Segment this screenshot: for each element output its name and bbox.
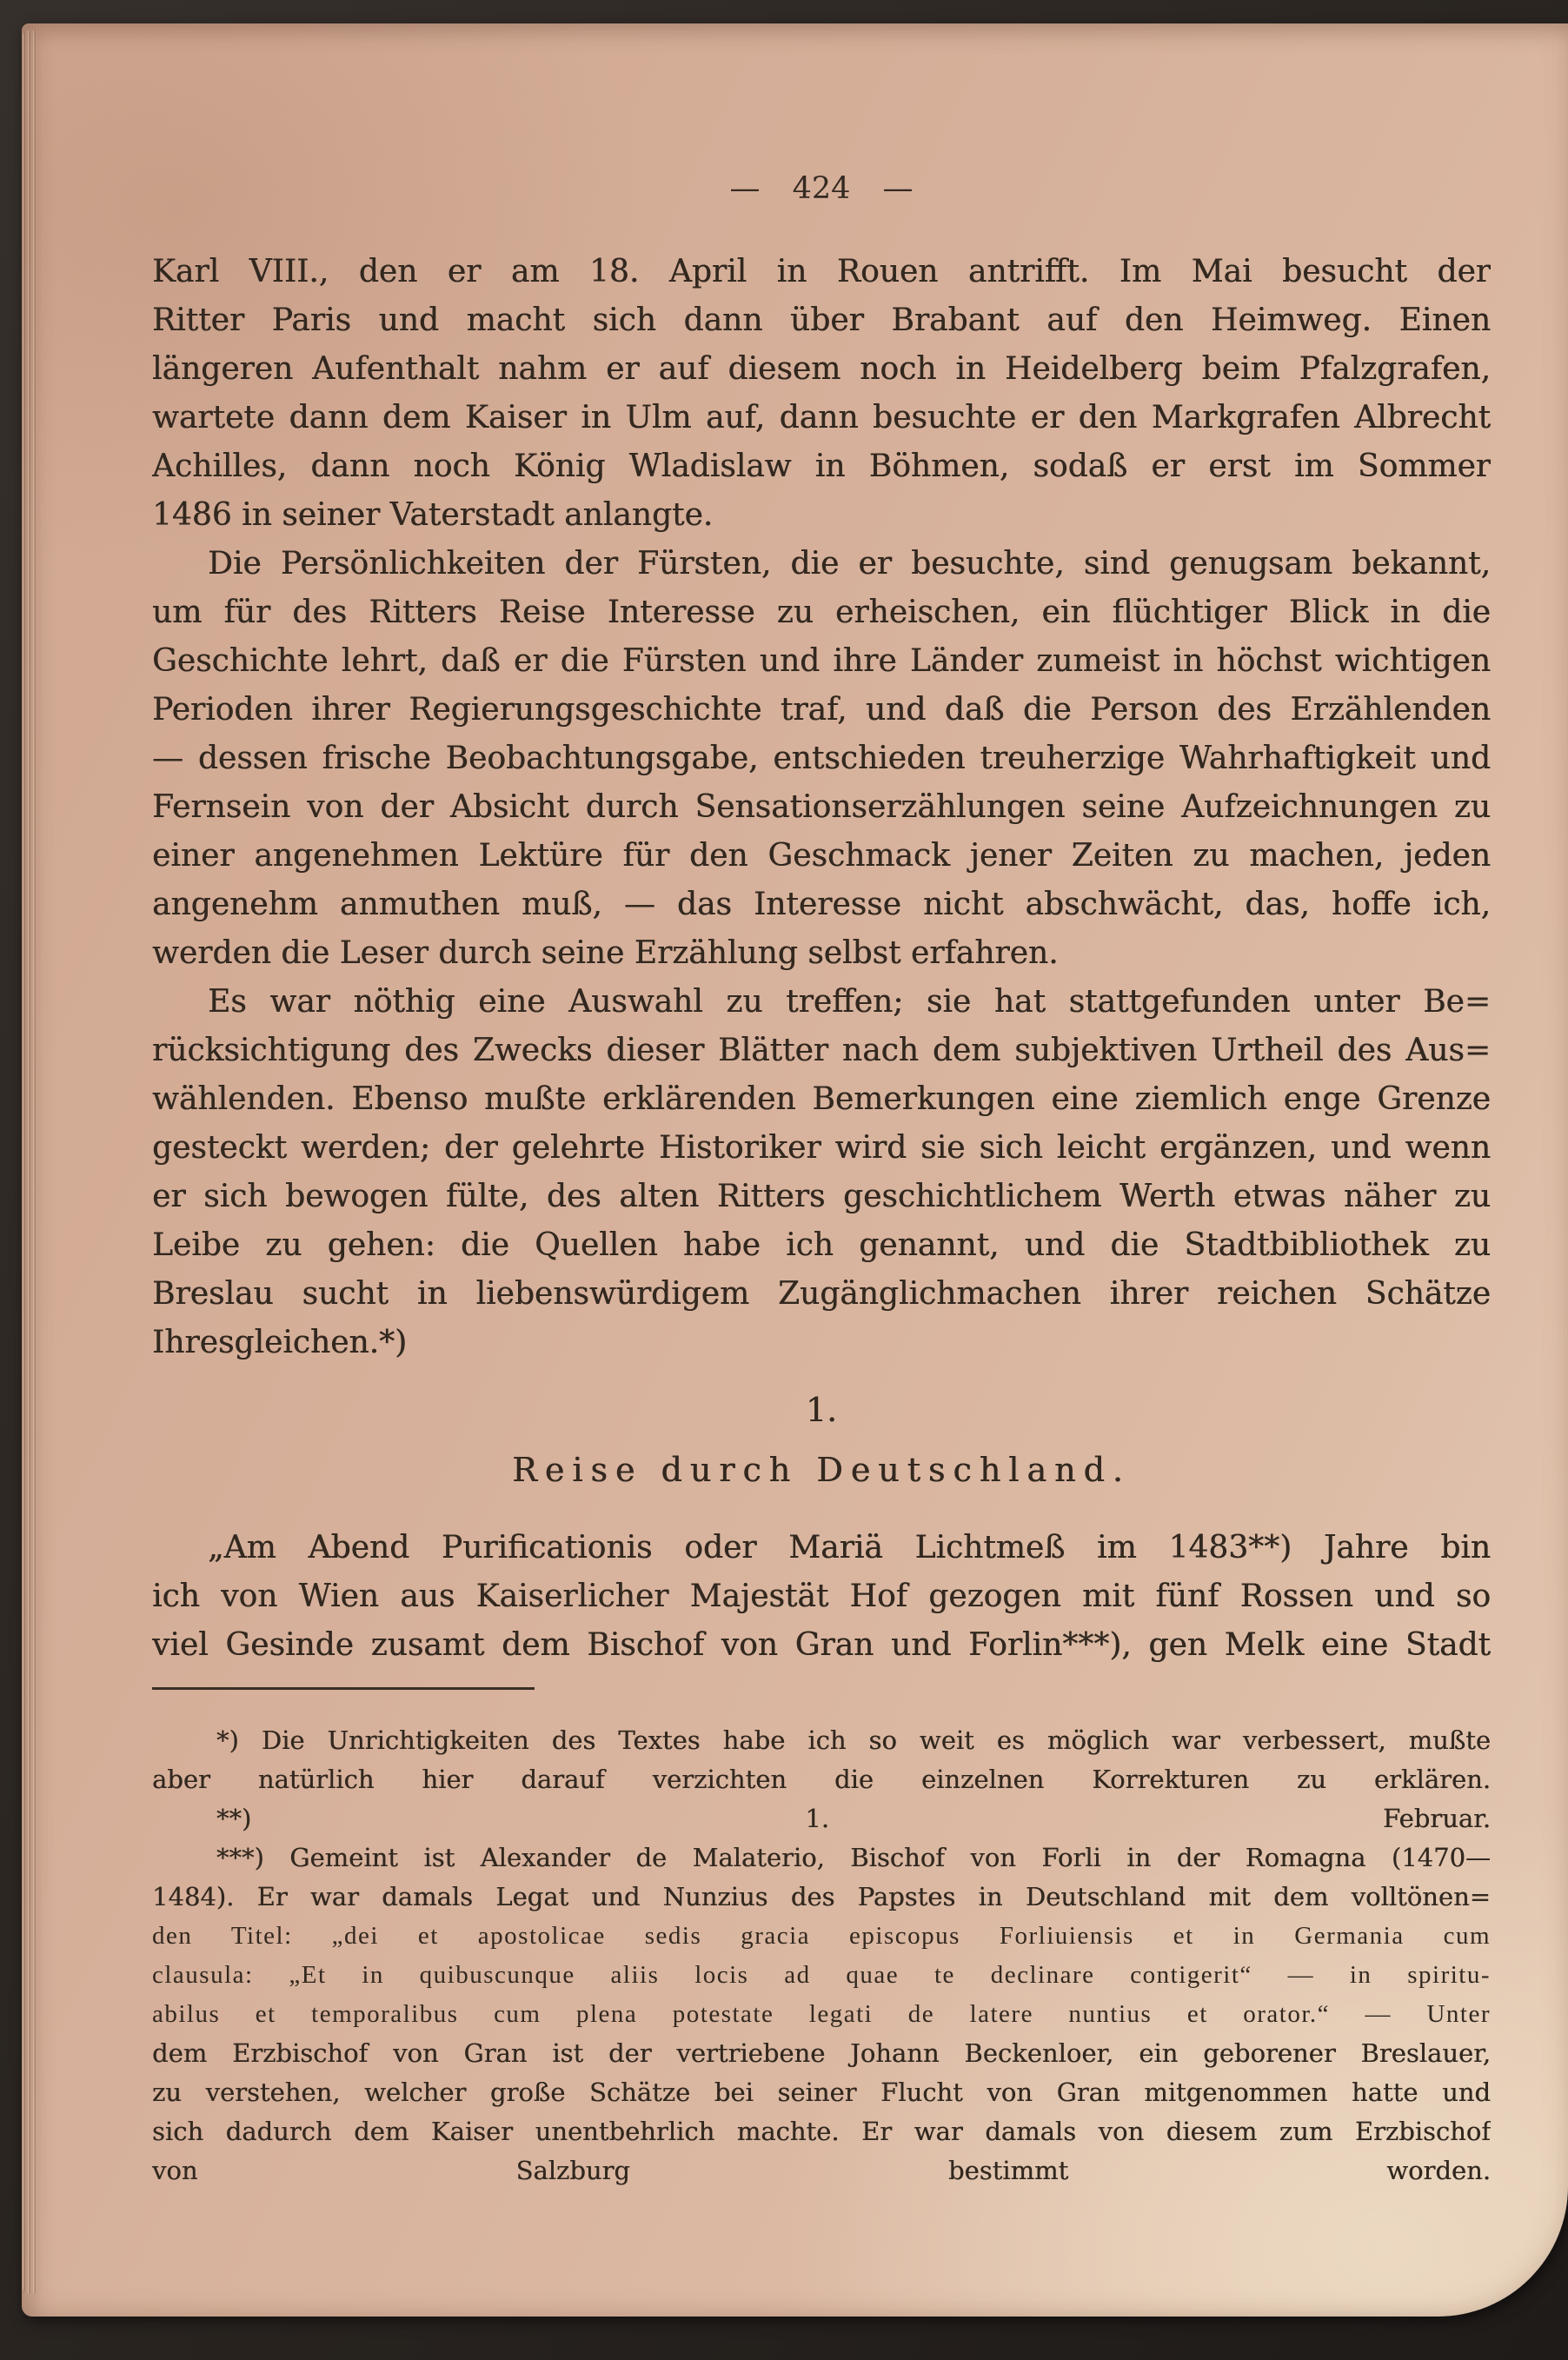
section-title: Reise durch Deutschland.: [512, 1451, 1131, 1489]
text-line: Karl VIII., den er am 18. April in Rouen antrifft. Im Mai besucht der: [152, 254, 1491, 289]
text-line: den Titel: „dei et apostolicae sedis gracia episcopus Forliuiensis et in Germania cum: [152, 1922, 1491, 1950]
text-line: Ihresgleichen.*): [152, 1325, 408, 1360]
text-line: zu verstehen, welcher große Schätze bei seiner Flucht von Gran mitgenommen hatte und: [152, 2077, 1491, 2107]
text-line: — dessen frische Beobachtungsgabe, entschieden treuherzige Wahrhaftigkeit und: [152, 741, 1491, 776]
paragraph-reisebeginn: [152, 1524, 1491, 1670]
text-line: Es war nöthig eine Auswahl zu treffen; sie hat stattgefunden unter Be=: [208, 984, 1491, 1020]
footnote-3: [152, 1838, 1491, 2190]
paragraph-karl-viii: [152, 248, 1491, 540]
text-line: angenehm anmuthen muß, — das Interesse nicht abschwächt, das, hoffe ich,: [152, 887, 1491, 922]
text-line: rücksichtigung des Zwecks dieser Blätter nach dem subjektiven Urtheil des Aus=: [152, 1033, 1491, 1068]
text-line: 1486 in seiner Vaterstadt anlangte.: [152, 497, 714, 533]
book-page: [22, 23, 1568, 2317]
text-line: *) Die Unrichtigkeiten des Textes habe ich so weit es möglich war verbessert, mußte: [216, 1725, 1491, 1755]
text-line: aber natürlich hier darauf verzichten die einzelnen Korrekturen zu erklären.: [152, 1765, 1491, 1794]
text-line: längeren Aufenthalt nahm er auf diesem noch in Heidelberg beim Pfalzgrafen,: [152, 351, 1491, 387]
footnote-1: [152, 1721, 1491, 1799]
text-line: clausula: „Et in quibuscunque aliis locis ad quae te declinare contigerit“ — in spiritu-: [152, 1961, 1491, 1989]
text-line: Leibe zu gehen: die Quellen habe ich genannt, und die Stadtbibliothek zu: [152, 1227, 1491, 1263]
text-line: ***) Gemeint ist Alexander de Malaterio, Bischof von Forli in der Romagna (1470—: [216, 1843, 1491, 1872]
text-line: viel Gesinde zusamt dem Bischof von Gran und Forlin***), gen Melk eine Stadt: [152, 1627, 1491, 1663]
text-line: um für des Ritters Reise Interesse zu erheischen, ein flüchtiger Blick in die: [152, 595, 1491, 630]
text-line: wartete dann dem Kaiser in Ulm auf, dann besuchte er den Markgrafen Albrecht: [152, 400, 1491, 435]
text-line: Achilles, dann noch König Wladislaw in Böhmen, sodaß er erst im Sommer: [152, 449, 1491, 484]
paragraph-persoenlichkeiten: [152, 540, 1491, 978]
text-line: Geschichte lehrt, daß er die Fürsten und ihre Länder zumeist in höchst wichtigen: [152, 643, 1491, 679]
page-edge-stack: [23, 30, 37, 2294]
footnote-2: [152, 1799, 1491, 1838]
text-line: **) 1. Februar.: [216, 1804, 1491, 1833]
text-line: 1484). Er war damals Legat und Nunzius des Papstes in Deutschland mit dem volltönen=: [152, 1882, 1491, 1911]
text-line: abilus et temporalibus cum plena potestate legati de latere nuntius et orator.“ — Unter: [152, 2000, 1491, 2028]
footnote-separator: [152, 1687, 535, 1690]
text-line: dem Erzbischof von Gran ist der vertriebene Johann Beckenloer, ein geborener Breslauer,: [152, 2038, 1491, 2068]
page-number-header: — 424 —: [729, 171, 914, 206]
text-line: gesteckt werden; der gelehrte Historiker wird sie sich leicht ergänzen, und wenn: [152, 1130, 1491, 1166]
text-line: werden die Leser durch seine Erzählung selbst erfahren.: [152, 935, 1059, 971]
page-body: [152, 248, 1491, 2190]
text-line: einer angenehmen Lektüre für den Geschmack jener Zeiten zu machen, jeden: [152, 838, 1491, 874]
text-line: er sich bewogen fülte, des alten Ritters geschichtlichem Werth etwas näher zu: [152, 1179, 1491, 1214]
text-line: „Am Abend Purificationis oder Mariä Lichtmeß im 1483**) Jahre bin: [208, 1530, 1491, 1566]
text-line: Perioden ihrer Regierungsgeschichte traf, und daß die Person des Erzählenden: [152, 692, 1491, 728]
paragraph-auswahl: [152, 978, 1491, 1367]
text-line: Breslau sucht in liebenswürdigem Zugänglichmachen ihrer reichen Schätze: [152, 1276, 1491, 1312]
text-line: Fernsein von der Absicht durch Sensationserzählungen seine Aufzeichnungen zu: [152, 789, 1491, 825]
text-line: sich dadurch dem Kaiser unentbehrlich machte. Er war damals von diesem zum Erzbischof: [152, 2117, 1491, 2146]
section-number: 1.: [805, 1391, 838, 1429]
text-line: wählenden. Ebenso mußte erklärenden Bemerkungen eine ziemlich enge Grenze: [152, 1081, 1491, 1117]
text-line: Ritter Paris und macht sich dann über Brabant auf den Heimweg. Einen: [152, 302, 1491, 338]
page-content: [152, 170, 1491, 2190]
text-line: Die Persönlichkeiten der Fürsten, die er besuchte, sind genugsam bekannt,: [208, 546, 1491, 582]
text-line: ich von Wien aus Kaiserlicher Majestät Hof gezogen mit fünf Rossen und so: [152, 1579, 1491, 1614]
text-line: von Salzburg bestimmt worden.: [152, 2156, 1491, 2185]
